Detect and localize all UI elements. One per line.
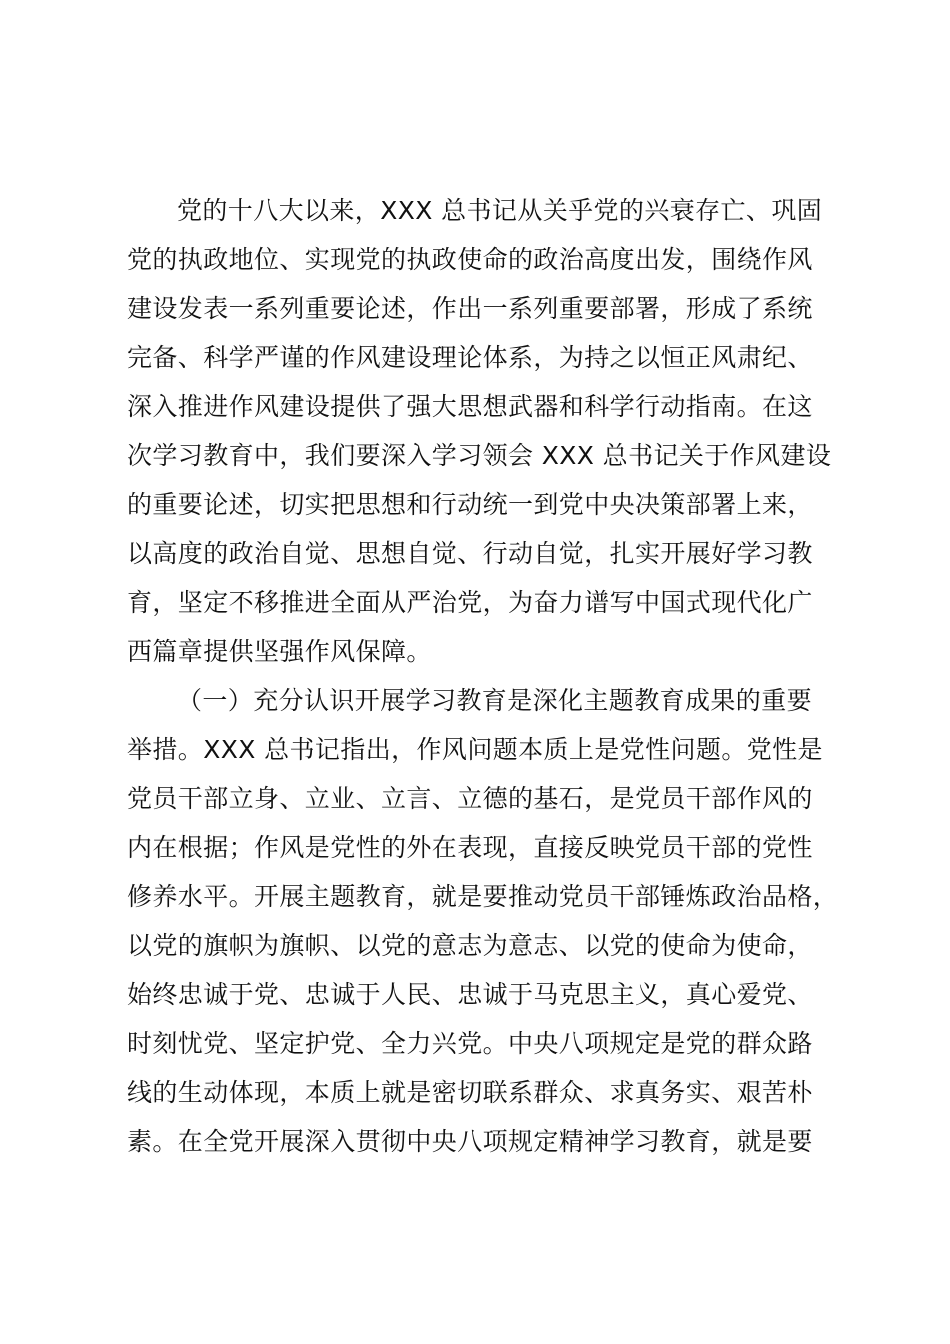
paragraph-2 <box>127 676 839 1166</box>
text-line: 以高度的政治自觉、思想自觉、行动自觉，扎实开展好学习教 <box>127 539 813 568</box>
text-line: （一）充分认识开展学习教育是深化主题教育成果的重要 <box>177 686 813 715</box>
text-line: 党的十八大以来，XXX 总书记从关乎党的兴衰存亡、巩固 <box>177 196 823 225</box>
document-body <box>127 186 839 1166</box>
text-line: 党员干部立身、立业、立言、立德的基石，是党员干部作风的 <box>127 784 813 813</box>
text-line: 次学习教育中，我们要深入学习领会 XXX 总书记关于作风建设 <box>127 441 832 470</box>
text-line: 素。在全党开展深入贯彻中央八项规定精神学习教育，就是要 <box>127 1127 813 1156</box>
text-line: 举措。XXX 总书记指出，作风问题本质上是党性问题。党性是 <box>127 735 823 764</box>
text-line: 的重要论述，切实把思想和行动统一到党中央决策部署上来， <box>127 490 813 519</box>
text-line: 修养水平。开展主题教育，就是要推动党员干部锤炼政治品格， <box>127 882 839 911</box>
text-line: 深入推进作风建设提供了强大思想武器和科学行动指南。在这 <box>127 392 813 421</box>
text-line: 西篇章提供坚强作风保障。 <box>127 637 432 666</box>
text-line: 时刻忧党、坚定护党、全力兴党。中央八项规定是党的群众路 <box>127 1029 813 1058</box>
paragraph-1 <box>127 186 832 676</box>
text-line: 建设发表一系列重要论述，作出一系列重要部署，形成了系统 <box>127 294 813 323</box>
text-line: 以党的旗帜为旗帜、以党的意志为意志、以党的使命为使命， <box>127 931 813 960</box>
text-line: 育，坚定不移推进全面从严治党，为奋力谱写中国式现代化广 <box>127 588 813 617</box>
text-line: 完备、科学严谨的作风建设理论体系，为持之以恒正风肃纪、 <box>127 343 813 372</box>
text-line: 党的执政地位、实现党的执政使命的政治高度出发，围绕作风 <box>127 245 813 274</box>
text-line: 内在根据；作风是党性的外在表现，直接反映党员干部的党性 <box>127 833 813 862</box>
text-line: 始终忠诚于党、忠诚于人民、忠诚于马克思主义，真心爱党、 <box>127 980 813 1009</box>
text-line: 线的生动体现，本质上就是密切联系群众、求真务实、艰苦朴 <box>127 1078 813 1107</box>
